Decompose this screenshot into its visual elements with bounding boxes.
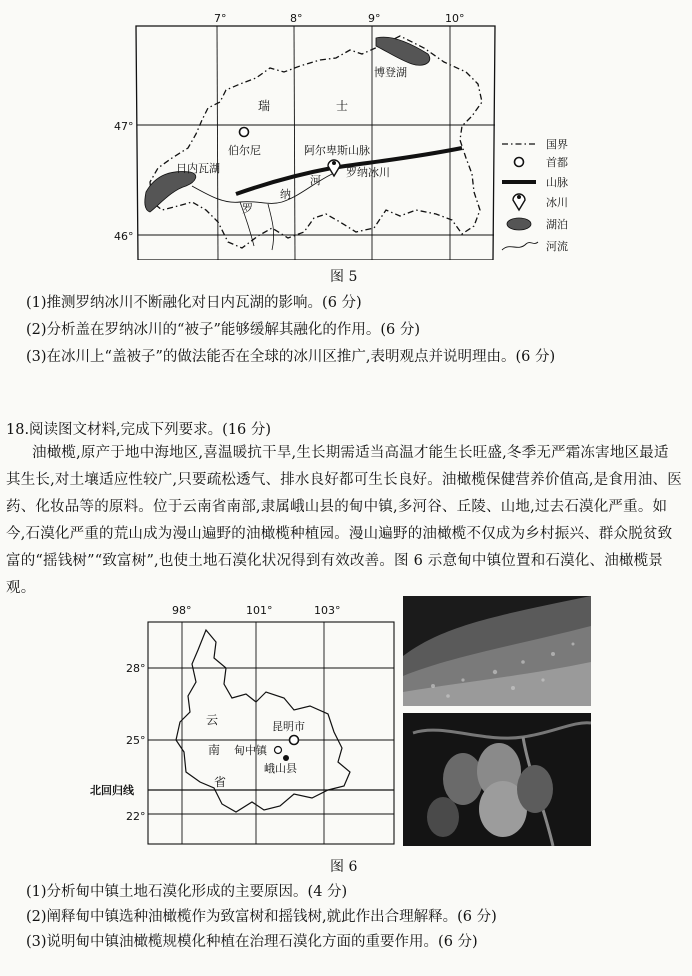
lon-label: 98° bbox=[172, 604, 192, 617]
eshan-marker bbox=[283, 755, 289, 761]
lat-label: 22° bbox=[126, 810, 146, 823]
capital-marker bbox=[240, 128, 249, 137]
figure-5-caption: 图 5 bbox=[330, 269, 358, 285]
lon-label: 10° bbox=[445, 12, 465, 25]
legend-label: 冰川 bbox=[546, 196, 568, 209]
legend-label: 河流 bbox=[546, 240, 568, 253]
glacier-label: 罗纳冰川 bbox=[346, 166, 390, 179]
figure-6-map bbox=[88, 602, 396, 848]
question-18-heading: 18.阅读图文材料,完成下列要求。(16 分) bbox=[6, 422, 272, 438]
lake-label-west: 日内瓦湖 bbox=[176, 162, 220, 175]
legend-label: 山脉 bbox=[546, 176, 568, 189]
question-18-material: 油橄榄,原产于地中海地区,喜温暖抗干旱,生长期需适当高温才能生长旺盛,冬季无严霜冻害地区最适其生长,对土壤适应性较广,只要疏松透气、排水良好都可生长良好。油橄榄保健营养价值高,是食用油、医药、化妆品等的原料。位于云南省南部,隶属峨山县的甸中镇,多河谷、丘陵、山地,过去石漠化严重。如今,石漠化严重的荒山成为漫山遍野的油橄榄种植园。漫山遍野的油橄榄不仅成为乡村振兴、群众脱贫致富的“摇钱树”“致富树”,也使土地石漠化状况得到有效改善。图 6 示意甸中镇位置和石漠化、油橄榄景观。 bbox=[6, 445, 682, 596]
national-border bbox=[150, 36, 482, 248]
dianzhong-label: 甸中镇 bbox=[234, 744, 267, 757]
map-frame bbox=[148, 622, 394, 844]
kunming-marker bbox=[290, 736, 299, 745]
dianzhong-marker bbox=[275, 747, 282, 754]
province-label: 云 bbox=[206, 713, 219, 727]
lon-label: 8° bbox=[290, 12, 303, 25]
lat-label: 46° bbox=[114, 230, 134, 243]
map-frame bbox=[136, 26, 495, 260]
map-legend bbox=[502, 138, 568, 253]
lon-label: 103° bbox=[314, 604, 341, 617]
lat-label: 25° bbox=[126, 734, 146, 747]
question-18-3: (3)说明甸中镇油橄榄规模化种植在治理石漠化方面的重要作用。(6 分) bbox=[26, 934, 478, 950]
rocky-desertification-photo bbox=[403, 596, 591, 706]
lake-bodensee bbox=[376, 37, 430, 65]
province-label: 南 bbox=[208, 743, 221, 757]
mountain-label: 阿尔卑斯山脉 bbox=[304, 144, 370, 157]
river bbox=[268, 204, 274, 250]
capital-label: 伯尔尼 bbox=[228, 144, 261, 157]
figure-6-caption: 图 6 bbox=[330, 859, 358, 875]
question-18-2: (2)阐释甸中镇选种油橄榄作为致富树和摇钱树,就此作出合理解释。(6 分) bbox=[26, 909, 497, 925]
question-17-1: (1)推测罗纳冰川不断融化对日内瓦湖的影响。(6 分) bbox=[26, 295, 362, 311]
river-label: 河 bbox=[310, 174, 321, 187]
lake-geneva bbox=[145, 172, 196, 212]
lake-label-east: 博登湖 bbox=[374, 66, 407, 79]
legend-label: 湖泊 bbox=[546, 218, 568, 231]
olive-fruit-photo bbox=[403, 713, 591, 846]
glacier-marker bbox=[328, 160, 340, 176]
lat-label: 47° bbox=[114, 120, 134, 133]
river-label: 纳 bbox=[280, 188, 291, 201]
eshan-label: 峨山县 bbox=[264, 762, 297, 775]
question-18-1: (1)分析甸中镇土地石漠化形成的主要原因。(4 分) bbox=[26, 884, 348, 900]
tropic-label: 北回归线 bbox=[90, 784, 134, 797]
graticule bbox=[148, 622, 394, 844]
question-17-3: (3)在冰川上“盖被子”的做法能否在全球的冰川区推广,表明观点并说明理由。(6 分) bbox=[26, 349, 556, 365]
river-label: 罗 bbox=[242, 202, 253, 215]
lon-label: 9° bbox=[368, 12, 381, 25]
question-17-2: (2)分析盖在罗纳冰川的“被子”能够缓解其融化的作用。(6 分) bbox=[26, 322, 421, 338]
legend-label: 国界 bbox=[546, 138, 568, 151]
figure-5-map bbox=[100, 6, 592, 260]
lat-label: 28° bbox=[126, 662, 146, 675]
kunming-label: 昆明市 bbox=[272, 720, 305, 733]
country-label: 士 bbox=[336, 99, 349, 113]
lon-label: 101° bbox=[246, 604, 273, 617]
lon-label: 7° bbox=[214, 12, 227, 25]
country-label: 瑞 bbox=[258, 99, 271, 113]
province-label: 省 bbox=[214, 775, 227, 789]
legend-label: 首都 bbox=[546, 156, 568, 169]
